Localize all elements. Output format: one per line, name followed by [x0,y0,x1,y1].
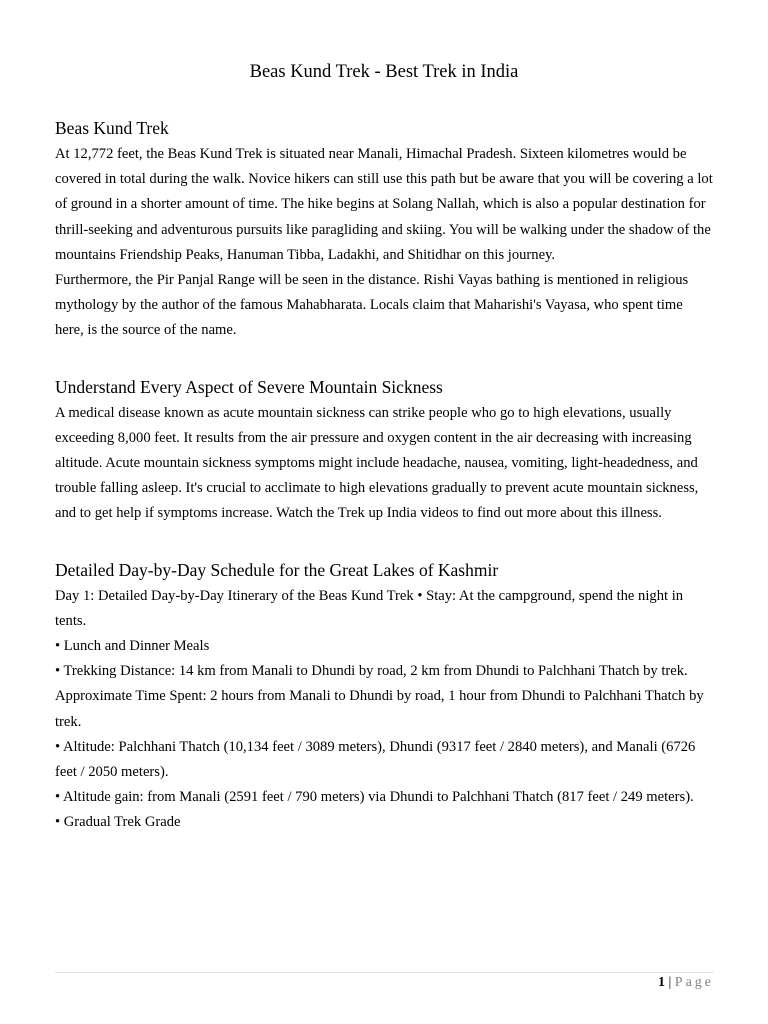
paragraph: Day 1: Detailed Day-by-Day Itinerary of the Beas Kund Trek • Stay: At the campground, spend the night in tents. [55,587,684,629]
section-heading: Detailed Day-by-Day Schedule for the Great Lakes of Kashmir [55,559,499,580]
list-item: • Altitude: Palchhani Thatch (10,134 feet / 3089 meters), Dhundi (9317 feet / 2840 meters), and Manali (6726 feet / 2050 meters). [55,738,696,781]
paragraph: Furthermore, the Pir Panjal Range will be seen in the distance. Rishi Vayas bathing is mentioned in religious mythology by the author of the famous Mahabharata. Locals claim that Maharishi's Vayasa, who spent time here, is the source of the name. [55,272,689,339]
list-item: • Altitude gain: from Manali (2591 feet / 790 meters) via Dhundi to Palchhani Thatch (817 feet / 249 meters). [55,789,694,806]
document-body [55,116,715,836]
page-footer [658,974,714,992]
footer-divider [55,972,714,973]
footer-separator: | [664,975,675,990]
paragraph: A medical disease known as acute mountain sickness can strike people who go to high elevations, usually exceeding 8,000 feet. It results from the air pressure and oxygen content in the air decreasing with increasing altitude. Acute mountain sickness symptoms might include headache, nausea, vomiting, light-headedness, and trouble falling asleep. It's crucial to acclimate to high elevations gradually to prevent acute mountain sickness, and to get help if symptoms increase. Watch the Trek up India videos to find out more about this illness. [55,404,699,522]
section-beas-kund-trek [55,116,715,344]
list-item: • Gradual Trek Grade [55,814,181,831]
document-title: Beas Kund Trek - Best Trek in India [249,62,519,82]
paragraph: At 12,772 feet, the Beas Kund Trek is situated near Manali, Himachal Pradesh. Sixteen kilometres would be covered in total during the walk. Novice hikers can still use this path but be aware that you will be covering a lot of ground in a shorter amount of time. The hike begins at Solang Nallah, which is also a popular destination for thrill-seeking and adventurous pursuits like paragliding and skiing. You will be walking under the shadow of the mountains Friendship Peaks, Hanuman Tibba, Ladakhi, and Shitidhar on this journey. [55,146,713,263]
list-item: • Lunch and Dinner Meals [55,638,210,655]
page-number: 1 [657,975,665,990]
page-label: Page [674,975,714,990]
list-item: • Trekking Distance: 14 km from Manali to Dhundi by road, 2 km from Dhundi to Palchhani Thatch by trek. Approximate Time Spent: 2 hours from Manali to Dhundi by road, 1 hour from Dhundi to Palchhani Thatch by trek. [55,663,704,730]
section-heading: Beas Kund Trek [55,118,169,138]
section-heading: Understand Every Aspect of Severe Mountain Sickness [55,376,443,397]
section-mountain-sickness [55,375,715,527]
section-day-schedule [55,558,715,836]
